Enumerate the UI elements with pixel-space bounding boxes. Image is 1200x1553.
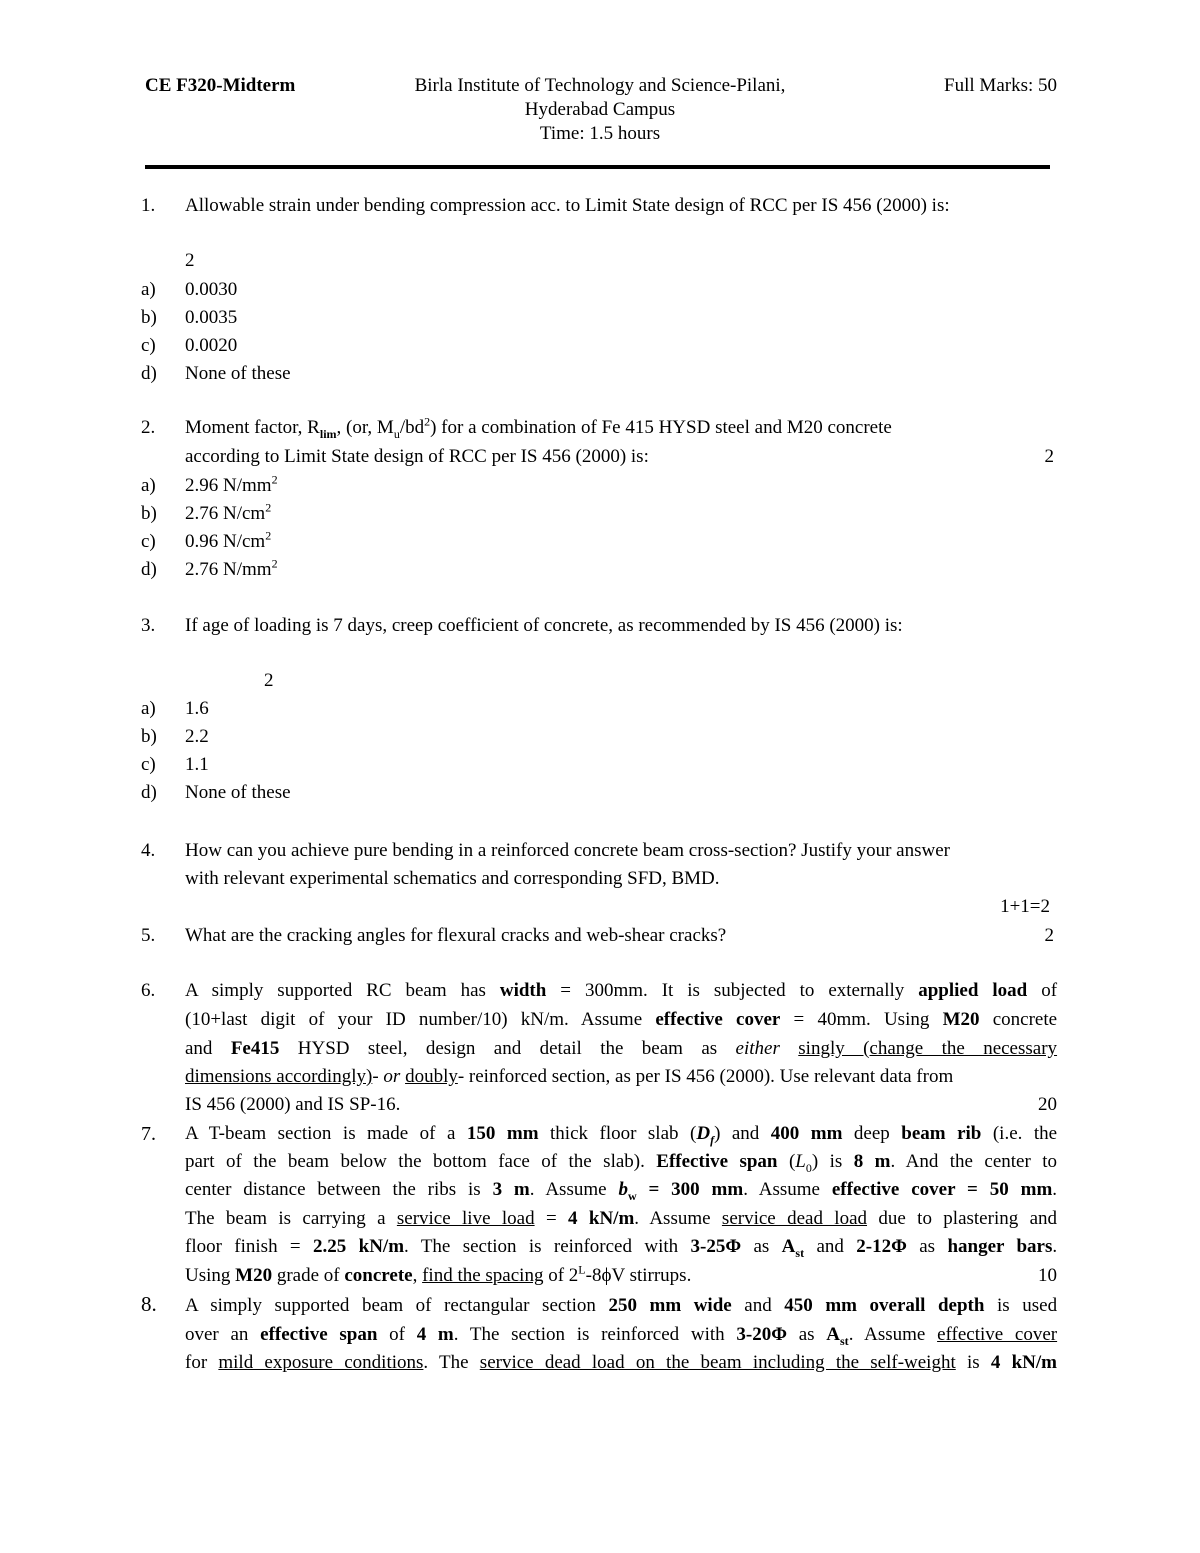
option-label: b) — [141, 503, 157, 524]
option-text: 2.76 $N/mm^2$ — [185, 556, 278, 580]
option-text: None of these — [185, 363, 291, 384]
question-text-line-1: How can you achieve pure bending in a reinforced concrete beam cross-section? Justify your answer — [185, 840, 950, 861]
question-text-line-2: part of the beam below the bottom face of the slab). Effective span $(L_0)$ is 8 m. And the center to — [185, 1151, 1058, 1175]
question-text-line-2: with relevant experimental schematics and corresponding SFD, BMD. — [185, 868, 720, 889]
question-marks: 2 — [264, 670, 274, 691]
question-text-line-2: over an effective span of 4 m. The section is reinforced with 3-20Φ as $A_{st}$. Assume effective cover — [185, 1324, 1058, 1348]
option-label: b) — [141, 307, 157, 328]
option-text: 2.2 — [185, 726, 209, 747]
full-marks: Full Marks: 50 — [944, 75, 1057, 96]
option-text: 0.96 $N/cm^2$ — [185, 528, 272, 552]
question-text-line-4: dimensions accordingly)- or doubly- reinforced section, as per IS 456 (2000). Use relevant data from — [185, 1066, 954, 1087]
question-text: Allowable strain under bending compression acc. to Limit State design of RCC per IS 456 (2000) is: — [185, 195, 950, 216]
course-code: CE F320-Midterm — [145, 75, 296, 96]
campus-name: Hyderabad Campus — [524, 99, 676, 120]
option-label: c) — [141, 531, 156, 552]
option-text: None of these — [185, 782, 291, 803]
option-label: b) — [141, 726, 157, 747]
option-label: a) — [141, 698, 156, 719]
question-number: 6. — [141, 980, 156, 1001]
option-label: d) — [141, 782, 157, 803]
option-label: c) — [141, 754, 156, 775]
option-text: 2.76 $N/cm^2$ — [185, 500, 272, 524]
question-number: 4. — [141, 840, 156, 861]
question-text-line-1: A simply supported beam of rectangular section 250 mm wide and 450 mm overall depth is used — [185, 1295, 1058, 1316]
option-label: d) — [141, 559, 157, 580]
option-label: a) — [141, 475, 156, 496]
question-text-line-3: center distance between the ribs is 3 m. Assume $b_w = 300$ mm. Assume effective cover = 50 mm. — [185, 1179, 1058, 1203]
question-text-line-2: according to Limit State design of RCC per IS 456 (2000) is: — [185, 446, 649, 467]
option-text: 1.1 — [185, 754, 209, 775]
option-label: a) — [141, 279, 156, 300]
question-number: 1. — [141, 195, 156, 216]
question-text-line-1: A simply supported RC beam has width = 300mm. It is subjected to externally applied load of — [185, 980, 1058, 1001]
question-marks: 20 — [1038, 1094, 1057, 1115]
question-number: 2. — [141, 417, 156, 438]
question-number: 8. — [141, 1292, 157, 1316]
option-text: 2.96 $N/mm^2$ — [185, 472, 278, 496]
question-text-line-1: Moment factor, $R_{lim}$, (or, $M_u/bd^2$) for a combination of Fe 415 HYSD steel and M20 concrete — [185, 414, 892, 441]
question-marks: 10 — [1038, 1265, 1057, 1286]
question-text-line-6: Using M20 grade of concrete, find the spacing of $2^L-8\phi V$ stirrups. — [185, 1262, 692, 1286]
question-number: 5. — [141, 925, 156, 946]
institute-name: Birla Institute of Technology and Science-Pilani, — [414, 75, 786, 96]
option-text: 0.0035 — [185, 307, 238, 328]
question-number: 3. — [141, 615, 156, 636]
header-divider — [145, 165, 1050, 169]
option-text: 0.0030 — [185, 279, 238, 300]
option-label: c) — [141, 335, 156, 356]
question-text-line-1: A T-beam section is made of a 150 mm thick floor slab $(D_f)$ and 400 mm deep beam rib (i.e. the — [185, 1123, 1058, 1147]
exam-time: Time: 1.5 hours — [539, 123, 661, 144]
question-text-line-3: and Fe415 HYSD steel, design and detail the beam as either singly (change the necessary — [185, 1038, 1058, 1059]
question-text-line-4: The beam is carrying a service live load = 4 kN/m. Assume service dead load due to plastering and — [185, 1208, 1058, 1229]
question-marks: 2 — [185, 250, 195, 271]
question-text-line-3: for mild exposure conditions. The service dead load on the beam including the self-weight is 4 kN/m — [185, 1352, 1057, 1373]
question-marks: 1+1=2 — [1000, 896, 1050, 917]
question-text-line-5: IS 456 (2000) and IS SP-16. — [185, 1094, 401, 1115]
option-label: d) — [141, 363, 157, 384]
option-text: 1.6 — [185, 698, 209, 719]
question-number: 7. — [141, 1123, 156, 1145]
question-text-line-5: floor finish = 2.25 kN/m. The section is reinforced with 3-25Φ as $A_{st}$ and 2-12Φ as hanger bars. — [185, 1236, 1058, 1260]
question-marks: 2 — [1044, 925, 1054, 946]
question-marks: 2 — [1044, 446, 1054, 467]
question-text: What are the cracking angles for flexural cracks and web-shear cracks? — [185, 925, 727, 946]
question-text-line-2: (10+last digit of your ID number/10) kN/m. Assume effective cover = 40mm. Using M20 concrete — [185, 1009, 1058, 1030]
option-text: 0.0020 — [185, 335, 238, 356]
question-text: If age of loading is 7 days, creep coefficient of concrete, as recommended by IS 456 (2000) is: — [185, 615, 903, 636]
